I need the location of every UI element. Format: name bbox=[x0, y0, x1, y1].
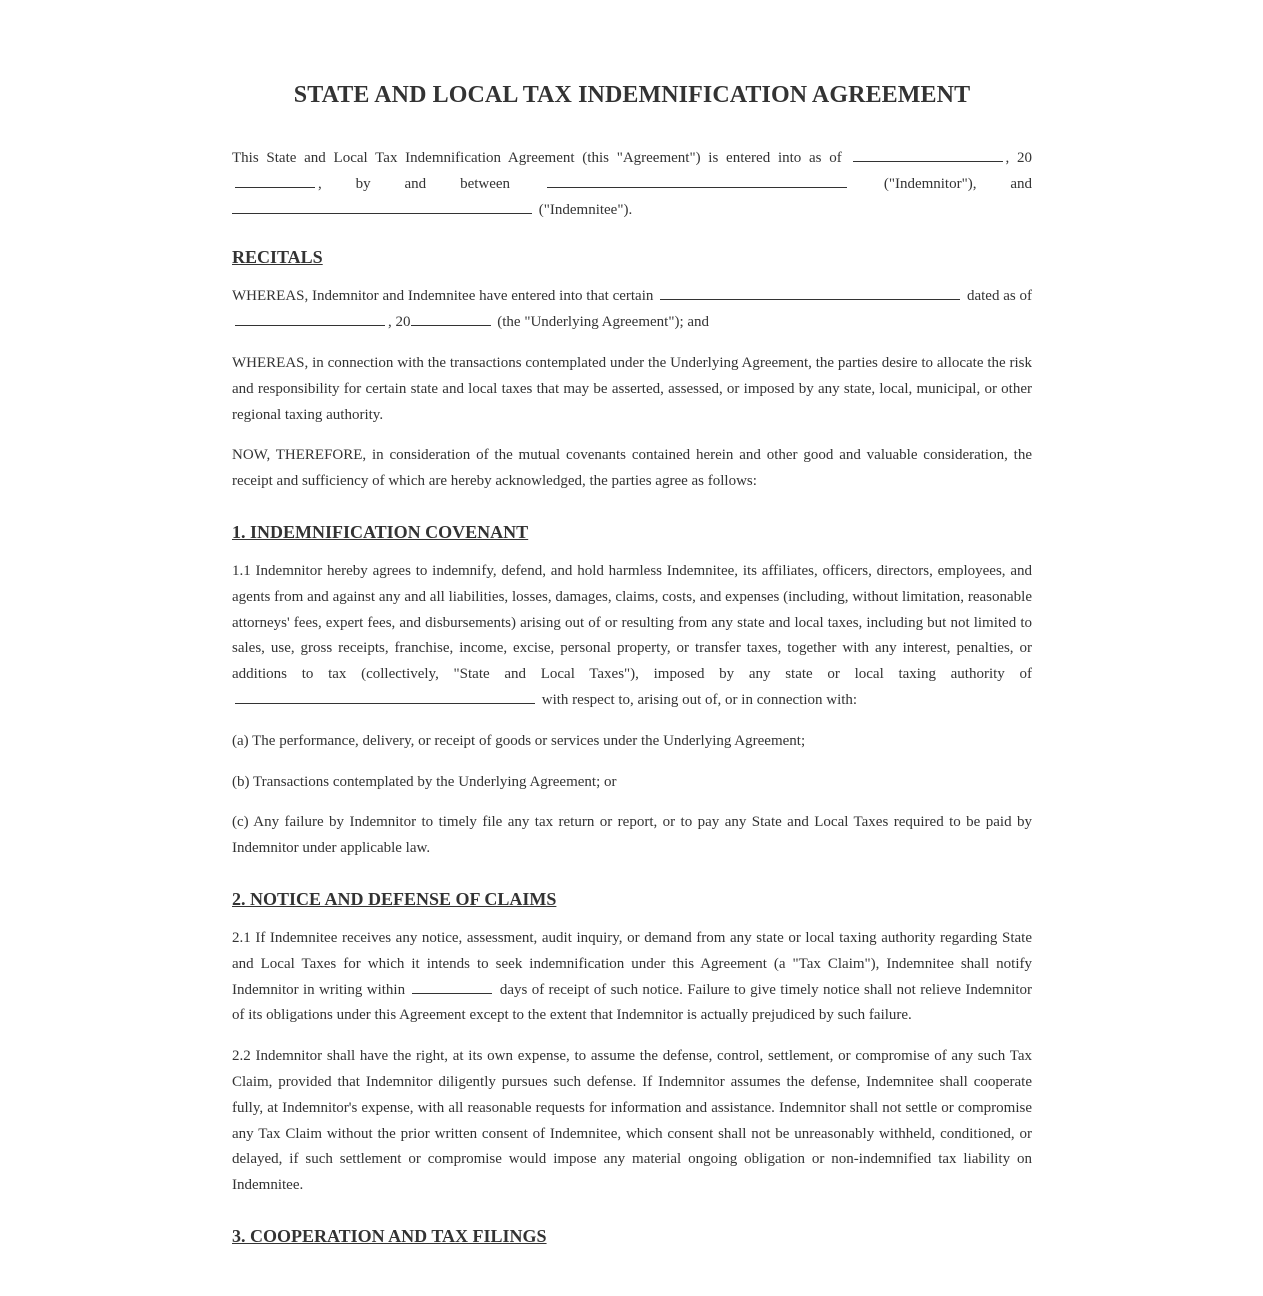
underlying-agreement-date-blank[interactable] bbox=[235, 311, 385, 326]
section-3-heading: 3. COOPERATION AND TAX FILINGS bbox=[232, 1225, 547, 1246]
section-2-heading: 2. NOTICE AND DEFENSE OF CLAIMS bbox=[232, 888, 557, 909]
now-therefore-paragraph: NOW, THEREFORE, in consideration of the mutual covenants contained herein and other good and valuable consideration, the receipt and sufficiency of which are hereby acknowledged, the parties agree as follows: bbox=[232, 447, 1032, 490]
intro-text-4: ("Indemnitor"), and bbox=[883, 175, 1033, 192]
intro-text-5: ("Indemnitee"). bbox=[538, 201, 633, 218]
taxing-authority-blank[interactable] bbox=[235, 689, 535, 704]
indemnitor-name-blank[interactable] bbox=[547, 173, 847, 188]
intro-paragraph bbox=[232, 146, 1032, 223]
section-1-1-text-1: 1.1 Indemnitor hereby agrees to indemnify, defend, and hold harmless Indemnitee, its affiliates, officers, directors, employees, and agents from and against any and all liabilities, losses, damages, claims, costs, and expenses (including, without limitation, reasonable attorneys' fees, expert fees, and disbursements) arising out of or resulting from any state and local taxes, including but not limited to sales, use, gross receipts, franchise, income, excise, personal property, or transfer taxes, together with any interest, penalties, or additions to tax (collectively, "State and Local Taxes"), imposed by any state or local taxing authority of bbox=[232, 562, 1032, 683]
intro-text-1: This State and Local Tax Indemnification Agreement (this "Agreement") is entered into as of bbox=[232, 150, 842, 166]
intro-text-3: , by and between bbox=[318, 175, 511, 192]
whereas-1-paragraph bbox=[232, 284, 1032, 336]
section-2-1-text-2: days of receipt of such notice. Failure to give timely notice shall not relieve Indemnitor of its obligations under this Agreement except to the extent that Indemnitor is actually prejudiced by such failure. bbox=[232, 981, 1033, 1024]
section-2-2-paragraph: 2.2 Indemnitor shall have the right, at its own expense, to assume the defense, control, settlement, or compromise of any such Tax Claim, provided that Indemnitor diligently pursues such defense. If Indemnitor assumes the defense, Indemnitee shall cooperate fully, at Indemnitor's expense, with all reasonable requests for information and assistance. Indemnitor shall not settle or compromise any Tax Claim without the prior written consent of Indemnitee, which consent shall not be unreasonably withheld, conditioned, or delayed, if such settlement or compromise would impose any material ongoing obligation or non-indemnified tax liability on Indemnitee. bbox=[232, 1048, 1032, 1194]
whereas-1-text-1: WHEREAS, Indemnitor and Indemnitee have entered into that certain bbox=[232, 288, 654, 305]
section-1-1-paragraph bbox=[232, 559, 1032, 714]
section-1-item-a: (a) The performance, delivery, or receipt of goods or services under the Underlying Agreement; bbox=[232, 732, 806, 749]
whereas-1-text-3: , 20 bbox=[388, 314, 411, 331]
section-1-item-c: (c) Any failure by Indemnitor to timely file any tax return or report, or to pay any State and Local Taxes required to be paid by Indemnitor under applicable law. bbox=[232, 814, 1032, 857]
notice-days-blank[interactable] bbox=[412, 979, 492, 994]
underlying-agreement-year-blank[interactable] bbox=[411, 311, 491, 326]
section-1-1-text-2: with respect to, arising out of, or in connection with: bbox=[541, 691, 858, 708]
whereas-1-text-4: (the "Underlying Agreement"); and bbox=[497, 314, 710, 331]
whereas-2-paragraph: WHEREAS, in connection with the transactions contemplated under the Underlying Agreement, the parties desire to allocate the risk and responsibility for certain state and local taxes that may be asserted, assessed, or imposed by any state, local, municipal, or other regional taxing authority. bbox=[232, 354, 1032, 423]
section-1-heading: 1. INDEMNIFICATION COVENANT bbox=[232, 521, 529, 542]
section-2-1-text-1: 2.1 If Indemnitee receives any notice, assessment, audit inquiry, or demand from any state or local taxing authority regarding State and Local Taxes for which it intends to seek indemnification under this Agreement (a "Tax Claim"), Indemnitee shall notify Indemnitor in writing within bbox=[232, 929, 1032, 998]
agreement-date-blank[interactable] bbox=[853, 147, 1003, 162]
intro-text-2: , 20 bbox=[1005, 150, 1033, 166]
recitals-heading: RECITALS bbox=[232, 247, 323, 268]
agreement-year-blank[interactable] bbox=[235, 173, 315, 188]
document-page bbox=[232, 0, 1032, 1249]
indemnitee-name-blank[interactable] bbox=[232, 199, 532, 214]
section-1-item-b: (b) Transactions contemplated by the Underlying Agreement; or bbox=[232, 773, 617, 790]
document-title: STATE AND LOCAL TAX INDEMNIFICATION AGREEMENT bbox=[293, 82, 971, 108]
underlying-agreement-name-blank[interactable] bbox=[660, 285, 960, 300]
whereas-1-text-2: dated as of bbox=[966, 288, 1033, 305]
section-2-1-paragraph bbox=[232, 926, 1032, 1029]
